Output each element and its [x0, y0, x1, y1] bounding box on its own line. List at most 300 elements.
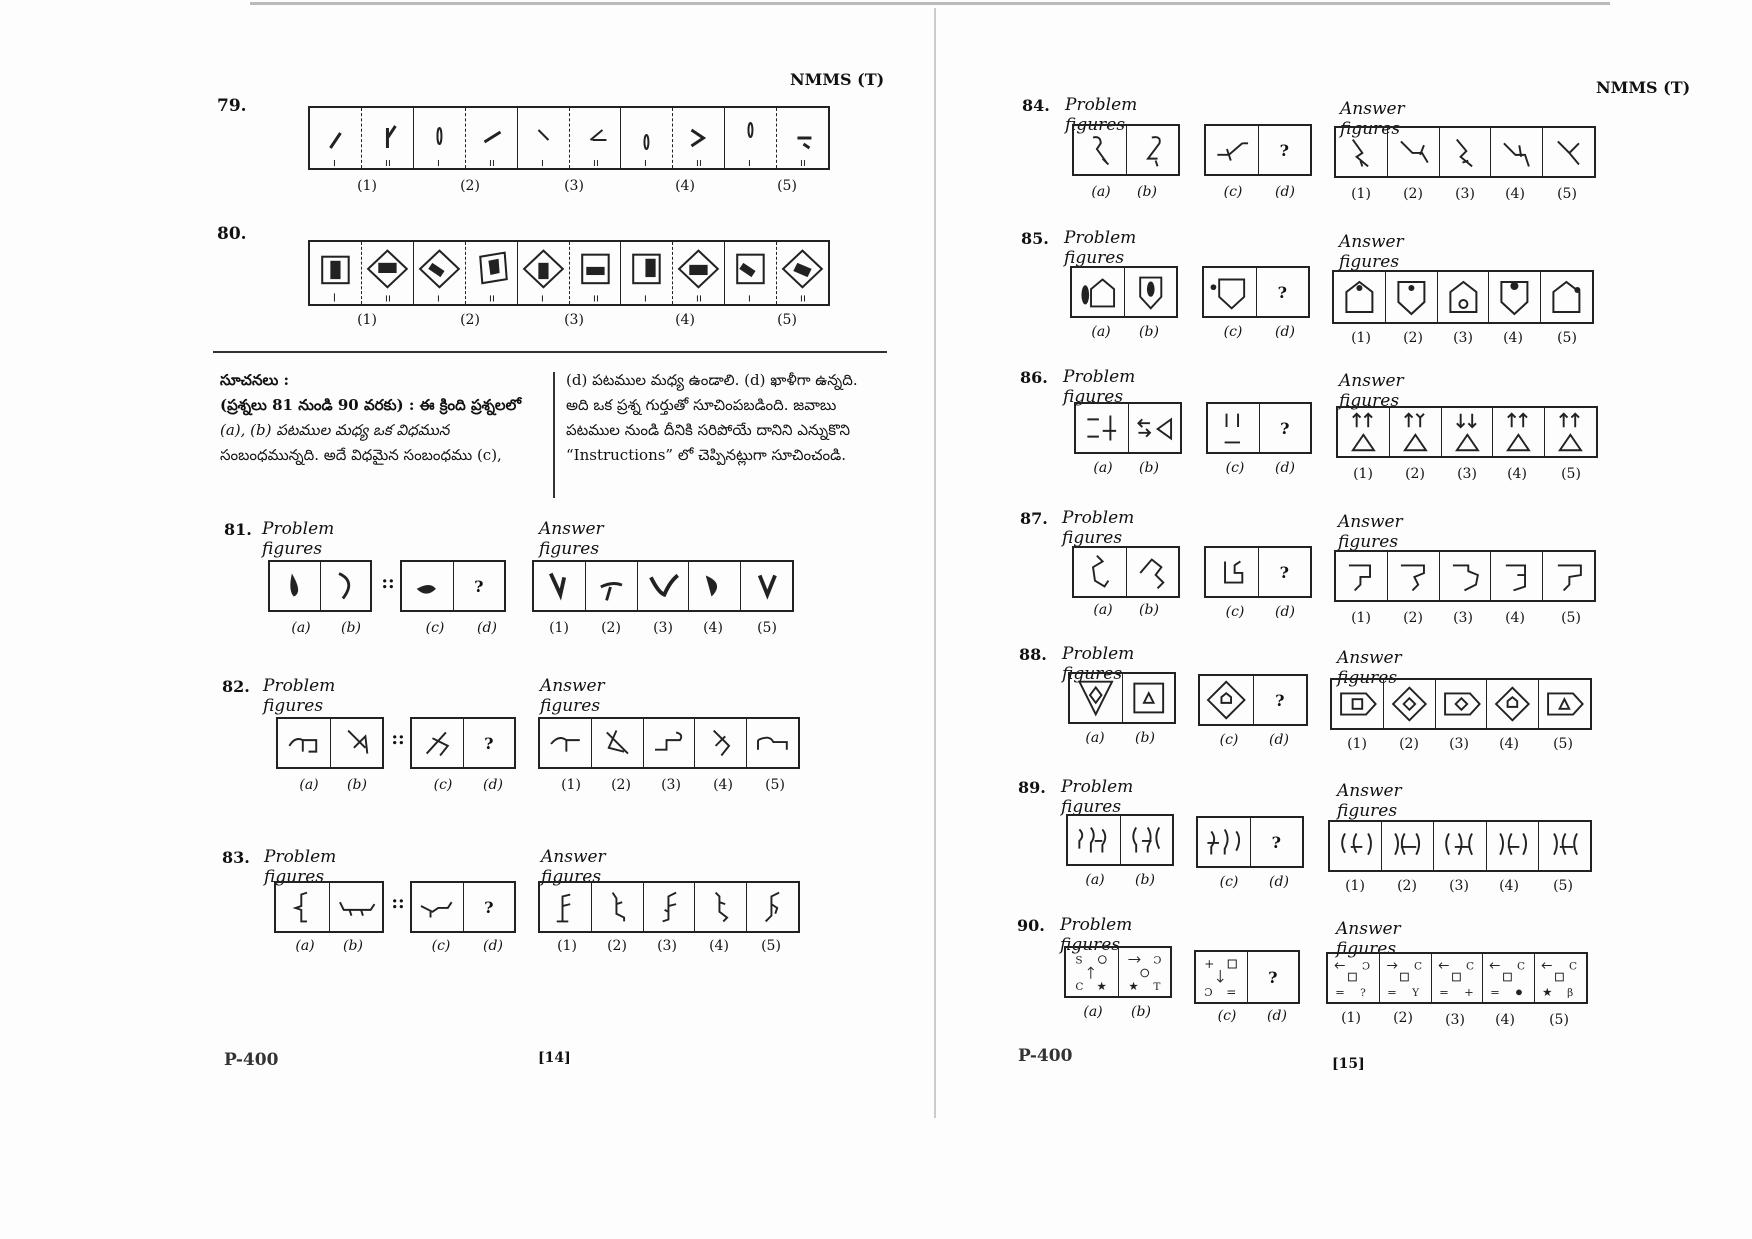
q88-question-mark: ? — [1275, 690, 1285, 710]
q89-fig-b — [1121, 816, 1173, 864]
svg-text:=: = — [1386, 985, 1397, 1000]
q79-label-5: (5) — [777, 178, 797, 194]
question-number-79: 79. — [217, 96, 247, 116]
q87-label-4: (4) — [1505, 610, 1525, 626]
q89-label-1: (1) — [1345, 878, 1365, 894]
q87-label-b: (b) — [1139, 602, 1159, 618]
q90-answer-1[interactable] — [1328, 954, 1380, 1002]
q90-label-a: (a) — [1083, 1004, 1103, 1020]
q83-answer-heading: Answer figures — [541, 847, 606, 887]
q85-label-b: (b) — [1139, 324, 1159, 340]
q87-label-2: (2) — [1403, 610, 1423, 626]
q81-answer-3[interactable] — [638, 562, 690, 610]
instructions-column-divider — [553, 372, 555, 498]
svg-text:Ɔ: Ɔ — [1362, 960, 1371, 973]
q89-answer-heading: Answer figures — [1337, 781, 1402, 821]
q88-label-a: (a) — [1085, 730, 1105, 746]
q88-problem-ab — [1068, 672, 1176, 724]
q81-label-a: (a) — [291, 620, 311, 636]
q81-label-4: (4) — [703, 620, 723, 636]
q90-fig-a — [1066, 948, 1119, 996]
q88-answer-4[interactable] — [1487, 680, 1539, 728]
q85-fig-d — [1257, 268, 1309, 316]
q87-problem-cd — [1204, 546, 1312, 598]
question-number-89: 89. — [1018, 778, 1046, 797]
q88-answer-1[interactable] — [1332, 680, 1384, 728]
q87-label-3: (3) — [1453, 610, 1473, 626]
q80-fig-2b — [466, 242, 518, 304]
q79-fig-3a — [518, 108, 570, 168]
q89-label-a: (a) — [1085, 872, 1105, 888]
svg-text:Y: Y — [1411, 987, 1419, 1000]
instructions-left-block — [220, 368, 545, 468]
q85-answer-2[interactable] — [1386, 272, 1438, 322]
q79-label-2: (2) — [460, 178, 480, 194]
q83-fig-b — [330, 883, 383, 931]
instructions-line-3: సంబంధమున్నది. అదే విధమైన సంబంధము (c), — [220, 446, 502, 464]
q88-problem-heading: Problem figures — [1062, 644, 1135, 684]
q87-answer-3[interactable] — [1440, 552, 1492, 600]
q83-answer-5[interactable] — [747, 883, 798, 931]
instructions-line-6: పటముల నుండి దీనికి సరిపోయే దానిని ఎన్నుకొని — [566, 421, 850, 439]
q86-fig-a — [1076, 404, 1129, 452]
q84-problem-ab — [1072, 124, 1180, 176]
instructions-line-4: (d) పటముల మధ్య ఉండాలి. (d) ఖాళీగా ఉన్నది. — [566, 371, 858, 389]
q86-label-c: (c) — [1225, 460, 1245, 476]
q83-problem-heading: Problem figures — [264, 847, 337, 887]
q87-fig-c — [1206, 548, 1259, 596]
q79-fig-5a — [725, 108, 777, 168]
svg-text:★: ★ — [1096, 979, 1107, 994]
q87-answer-4[interactable] — [1491, 552, 1543, 600]
q84-problem-heading: Problem figures — [1065, 95, 1138, 135]
q81-problem-ab — [268, 560, 372, 612]
question-number-86: 86. — [1020, 368, 1048, 387]
svg-text:=: = — [1226, 985, 1237, 999]
q85-fig-b — [1125, 268, 1177, 316]
q80-fig-1a — [310, 242, 362, 304]
q81-problem-cd — [400, 560, 506, 612]
svg-text:?: ? — [1360, 987, 1366, 1000]
q83-label-c: (c) — [431, 938, 451, 954]
q81-label-d: (d) — [477, 620, 497, 636]
q89-label-4: (4) — [1499, 878, 1519, 894]
q79-fig-1b — [362, 108, 414, 168]
q85-problem-heading: Problem figures — [1064, 228, 1137, 268]
q88-label-2: (2) — [1399, 736, 1419, 752]
q87-label-d: (d) — [1275, 604, 1295, 620]
q82-answer-5[interactable] — [747, 719, 798, 767]
q79-fig-4a — [621, 108, 673, 168]
q79-label-1: (1) — [357, 178, 377, 194]
q85-problem-ab — [1070, 266, 1178, 318]
q81-label-1: (1) — [549, 620, 569, 636]
svg-text:T: T — [1152, 981, 1160, 994]
q84-answer-5[interactable] — [1543, 128, 1594, 176]
q86-label-b: (b) — [1139, 460, 1159, 476]
q81-answer-1[interactable] — [534, 562, 586, 610]
q82-answer-2[interactable] — [592, 719, 644, 767]
q85-answer-3[interactable] — [1438, 272, 1490, 322]
q84-problem-cd — [1204, 124, 1312, 176]
svg-text:=: = — [1335, 985, 1345, 1000]
q90-label-3: (3) — [1445, 1012, 1465, 1028]
q90-label-c: (c) — [1217, 1008, 1237, 1024]
q83-label-d: (d) — [483, 938, 503, 954]
q86-question-mark: ? — [1280, 418, 1290, 438]
q80-fig-1b — [362, 242, 414, 304]
instructions-right-block — [566, 368, 896, 468]
question-number-83: 83. — [222, 848, 250, 867]
q81-fig-c — [402, 562, 454, 610]
q90-label-b: (b) — [1131, 1004, 1151, 1020]
q81-separator: :: — [381, 572, 395, 593]
q81-problem-heading: Problem figures — [262, 519, 335, 559]
q84-answer-4[interactable] — [1491, 128, 1543, 176]
q89-answer-strip — [1328, 820, 1592, 872]
q89-label-d: (d) — [1269, 874, 1289, 890]
q87-problem-heading: Problem figures — [1062, 508, 1135, 548]
q81-label-c: (c) — [425, 620, 445, 636]
q82-fig-b — [331, 719, 383, 767]
instructions-line-5: అది ఒక ప్రశ్న గుర్తుతో సూచింపబడింది. జవాబు — [566, 396, 837, 414]
q88-label-b: (b) — [1135, 730, 1155, 746]
footer-code-left: P-400 — [224, 1050, 279, 1070]
q90-answer-4[interactable] — [1483, 954, 1535, 1002]
section-divider — [213, 351, 887, 353]
q89-problem-cd — [1196, 816, 1304, 868]
q85-label-1: (1) — [1351, 330, 1371, 346]
q83-label-5: (5) — [761, 938, 781, 954]
q83-problem-cd — [410, 881, 516, 933]
q89-answer-4[interactable] — [1487, 822, 1539, 870]
q89-label-2: (2) — [1397, 878, 1417, 894]
series-header-left: NMMS (T) — [790, 70, 885, 89]
q87-answer-2[interactable] — [1388, 552, 1440, 600]
q87-problem-ab — [1072, 546, 1180, 598]
q82-answer-4[interactable] — [695, 719, 747, 767]
svg-text:S: S — [1075, 954, 1083, 967]
q85-fig-a — [1072, 268, 1125, 316]
instructions-line-2: (a), (b) పటముల మధ్య ఒక విధమున — [220, 421, 450, 439]
q83-answer-3[interactable] — [644, 883, 696, 931]
q87-question-mark: ? — [1279, 562, 1289, 582]
q84-fig-a — [1074, 126, 1127, 174]
question-number-84: 84. — [1022, 96, 1050, 115]
q85-label-c: (c) — [1223, 324, 1243, 340]
q81-answer-heading: Answer figures — [539, 519, 604, 559]
q80-fig-5b — [777, 242, 828, 304]
q84-label-3: (3) — [1455, 186, 1475, 202]
q79-label-4: (4) — [675, 178, 695, 194]
q84-label-1: (1) — [1351, 186, 1371, 202]
q85-answer-1[interactable] — [1334, 272, 1386, 322]
q88-answer-heading: Answer figures — [1337, 648, 1402, 688]
q84-fig-c — [1206, 126, 1259, 174]
q86-problem-heading: Problem figures — [1063, 367, 1136, 407]
q90-problem-heading: Problem figures — [1060, 915, 1133, 955]
q84-label-d: (d) — [1275, 184, 1295, 200]
q80-fig-3b — [570, 242, 622, 304]
question-number-81: 81. — [224, 520, 252, 539]
q85-problem-cd — [1202, 266, 1310, 318]
q88-fig-a — [1070, 674, 1123, 722]
q86-answer-2[interactable] — [1390, 408, 1442, 456]
q83-answer-4[interactable] — [695, 883, 747, 931]
q85-label-a: (a) — [1091, 324, 1111, 340]
q80-label-2: (2) — [460, 312, 480, 328]
q90-label-1: (1) — [1341, 1010, 1361, 1026]
q88-fig-d — [1254, 676, 1307, 724]
svg-text:C: C — [1569, 960, 1578, 973]
q86-label-d: (d) — [1275, 460, 1295, 476]
instructions-title: సూచనలు : — [220, 371, 290, 389]
q79-figure-strip — [308, 106, 830, 170]
svg-text:=: = — [1438, 985, 1449, 1000]
svg-text:β: β — [1567, 987, 1574, 1000]
q86-label-5: (5) — [1561, 466, 1581, 482]
q80-label-1: (1) — [357, 312, 377, 328]
q84-answer-strip — [1334, 126, 1596, 178]
q89-answer-3[interactable] — [1434, 822, 1486, 870]
q85-label-d: (d) — [1275, 324, 1295, 340]
q86-label-a: (a) — [1093, 460, 1113, 476]
q84-answer-3[interactable] — [1440, 128, 1492, 176]
q89-problem-heading: Problem figures — [1061, 777, 1134, 817]
q80-fig-5a — [725, 242, 777, 304]
q89-question-mark: ? — [1271, 832, 1281, 852]
question-number-87: 87. — [1020, 509, 1048, 528]
q86-fig-b — [1129, 404, 1181, 452]
q82-label-c: (c) — [433, 777, 453, 793]
q89-label-c: (c) — [1219, 874, 1239, 890]
question-number-80: 80. — [217, 224, 247, 244]
q84-answer-2[interactable] — [1388, 128, 1440, 176]
q81-fig-b — [321, 562, 371, 610]
q84-label-4: (4) — [1505, 186, 1525, 202]
q88-answer-2[interactable] — [1384, 680, 1436, 728]
q81-answer-2[interactable] — [586, 562, 638, 610]
q90-fig-b — [1119, 948, 1171, 996]
q83-label-3: (3) — [657, 938, 677, 954]
q87-fig-a — [1074, 548, 1127, 596]
q88-label-c: (c) — [1219, 732, 1239, 748]
q90-label-4: (4) — [1495, 1012, 1515, 1028]
q86-answer-heading: Answer figures — [1339, 371, 1404, 411]
q83-label-b: (b) — [343, 938, 363, 954]
q90-answer-2[interactable] — [1380, 954, 1432, 1002]
q88-label-4: (4) — [1499, 736, 1519, 752]
q84-label-2: (2) — [1403, 186, 1423, 202]
q82-problem-ab — [276, 717, 384, 769]
q86-answer-4[interactable] — [1493, 408, 1545, 456]
svg-text:C: C — [1517, 960, 1526, 973]
q87-answer-heading: Answer figures — [1338, 512, 1403, 552]
q87-label-1: (1) — [1351, 610, 1371, 626]
q86-label-1: (1) — [1353, 466, 1373, 482]
q82-problem-heading: Problem figures — [263, 676, 336, 716]
q85-answer-heading: Answer figures — [1339, 232, 1404, 272]
q90-fig-c — [1196, 952, 1248, 1002]
q81-answer-5[interactable] — [741, 562, 792, 610]
q81-question-mark: ? — [474, 576, 484, 596]
q82-problem-cd — [410, 717, 516, 769]
svg-text:Ɔ: Ɔ — [1204, 986, 1213, 999]
q80-fig-3a — [518, 242, 570, 304]
q82-label-d: (d) — [483, 777, 503, 793]
q88-label-d: (d) — [1269, 732, 1289, 748]
question-number-88: 88. — [1019, 645, 1047, 664]
q81-label-3: (3) — [653, 620, 673, 636]
svg-text:C: C — [1465, 960, 1474, 973]
q82-answer-strip — [538, 717, 800, 769]
q87-fig-b — [1127, 548, 1179, 596]
q80-label-5: (5) — [777, 312, 797, 328]
q89-answer-1[interactable] — [1330, 822, 1382, 870]
q81-fig-d — [454, 562, 505, 610]
q80-fig-4a — [621, 242, 673, 304]
book-spine — [934, 8, 936, 1118]
q79-fig-2a — [414, 108, 466, 168]
q85-answer-4[interactable] — [1489, 272, 1541, 322]
q86-problem-cd — [1206, 402, 1312, 454]
instructions-line-7: “Instructions” లో చెప్పినట్లుగా సూచించండి. — [566, 446, 846, 464]
q84-answer-1[interactable] — [1336, 128, 1388, 176]
q80-label-3: (3) — [564, 312, 584, 328]
q79-fig-3b — [570, 108, 622, 168]
q82-answer-1[interactable] — [540, 719, 592, 767]
q86-answer-3[interactable] — [1442, 408, 1494, 456]
q86-fig-d — [1260, 404, 1311, 452]
q83-answer-strip — [538, 881, 800, 933]
series-header-right: NMMS (T) — [1596, 78, 1691, 97]
svg-text:★: ★ — [1542, 985, 1553, 1000]
q90-problem-ab — [1064, 946, 1172, 998]
q90-label-2: (2) — [1393, 1010, 1413, 1026]
q83-separator: :: — [391, 892, 405, 913]
q82-answer-heading: Answer figures — [540, 676, 605, 716]
q84-label-a: (a) — [1091, 184, 1111, 200]
q80-label-4: (4) — [675, 312, 695, 328]
q86-answer-1[interactable] — [1338, 408, 1390, 456]
q90-fig-d — [1248, 952, 1299, 1002]
svg-text:★: ★ — [1127, 979, 1139, 994]
q81-label-2: (2) — [601, 620, 621, 636]
svg-text:Ɔ: Ɔ — [1152, 954, 1161, 967]
q80-fig-4b — [673, 242, 725, 304]
q87-label-5: (5) — [1561, 610, 1581, 626]
q90-answer-5[interactable] — [1535, 954, 1586, 1002]
question-number-82: 82. — [222, 677, 250, 696]
q83-fig-a — [276, 883, 330, 931]
q87-answer-5[interactable] — [1543, 552, 1594, 600]
q81-label-b: (b) — [341, 620, 361, 636]
q86-answer-5[interactable] — [1545, 408, 1596, 456]
q82-fig-a — [278, 719, 331, 767]
q83-answer-2[interactable] — [592, 883, 644, 931]
q87-answer-1[interactable] — [1336, 552, 1388, 600]
q79-fig-4b — [673, 108, 725, 168]
q90-answer-heading: Answer figures — [1336, 919, 1401, 959]
q83-label-1: (1) — [557, 938, 577, 954]
q90-answer-strip — [1326, 952, 1588, 1004]
q83-answer-1[interactable] — [540, 883, 592, 931]
q88-answer-5[interactable] — [1539, 680, 1590, 728]
svg-text:+: + — [1204, 957, 1215, 971]
question-number-85: 85. — [1021, 229, 1049, 248]
q84-label-5: (5) — [1557, 186, 1577, 202]
question-number-90: 90. — [1017, 916, 1045, 935]
svg-text:C: C — [1413, 960, 1422, 973]
instructions-line-1: (ప్రశ్నలు 81 నుండి 90 వరకు) : ఈ క్రింది ప్రశ్నలలో — [220, 396, 522, 414]
footer-page-left: [14] — [538, 1050, 571, 1066]
scan-top-edge — [250, 2, 1610, 5]
svg-text:=: = — [1490, 985, 1501, 1000]
q90-answer-3[interactable] — [1432, 954, 1484, 1002]
q82-answer-3[interactable] — [644, 719, 696, 767]
q82-label-1: (1) — [561, 777, 581, 793]
q85-fig-c — [1204, 268, 1257, 316]
q82-label-5: (5) — [765, 777, 785, 793]
q82-label-b: (b) — [347, 777, 367, 793]
q80-figure-strip — [308, 240, 830, 306]
q88-label-1: (1) — [1347, 736, 1367, 752]
q83-fig-c — [412, 883, 464, 931]
q82-label-2: (2) — [611, 777, 631, 793]
q89-fig-a — [1068, 816, 1121, 864]
q79-fig-5b — [777, 108, 828, 168]
q88-fig-c — [1200, 676, 1254, 724]
q86-label-3: (3) — [1457, 466, 1477, 482]
q82-separator: :: — [391, 728, 405, 749]
q89-answer-2[interactable] — [1382, 822, 1434, 870]
q84-label-b: (b) — [1137, 184, 1157, 200]
q82-fig-d — [464, 719, 515, 767]
q85-answer-5[interactable] — [1541, 272, 1592, 322]
q83-label-4: (4) — [709, 938, 729, 954]
q89-answer-5[interactable] — [1539, 822, 1590, 870]
q81-answer-4[interactable] — [689, 562, 741, 610]
q87-label-a: (a) — [1093, 602, 1113, 618]
q83-label-a: (a) — [295, 938, 315, 954]
q82-label-a: (a) — [299, 777, 319, 793]
q85-label-5: (5) — [1557, 330, 1577, 346]
q89-label-3: (3) — [1449, 878, 1469, 894]
q84-fig-d — [1259, 126, 1311, 174]
q88-answer-3[interactable] — [1436, 680, 1488, 728]
q90-problem-cd — [1194, 950, 1300, 1004]
q88-label-3: (3) — [1449, 736, 1469, 752]
q83-fig-d — [464, 883, 515, 931]
q84-fig-b — [1127, 126, 1179, 174]
q83-problem-ab — [274, 881, 384, 933]
q84-label-c: (c) — [1223, 184, 1243, 200]
q85-answer-strip — [1332, 270, 1594, 324]
q82-label-4: (4) — [713, 777, 733, 793]
q90-label-d: (d) — [1267, 1008, 1287, 1024]
q82-fig-c — [412, 719, 464, 767]
q90-label-5: (5) — [1549, 1012, 1569, 1028]
q86-label-2: (2) — [1405, 466, 1425, 482]
q89-fig-c — [1198, 818, 1251, 866]
svg-text:C: C — [1075, 981, 1084, 994]
q88-fig-b — [1123, 674, 1175, 722]
q79-fig-1a — [310, 108, 362, 168]
q88-label-5: (5) — [1553, 736, 1573, 752]
footer-page-right: [15] — [1332, 1056, 1365, 1072]
q87-label-c: (c) — [1225, 604, 1245, 620]
q85-label-2: (2) — [1403, 330, 1423, 346]
